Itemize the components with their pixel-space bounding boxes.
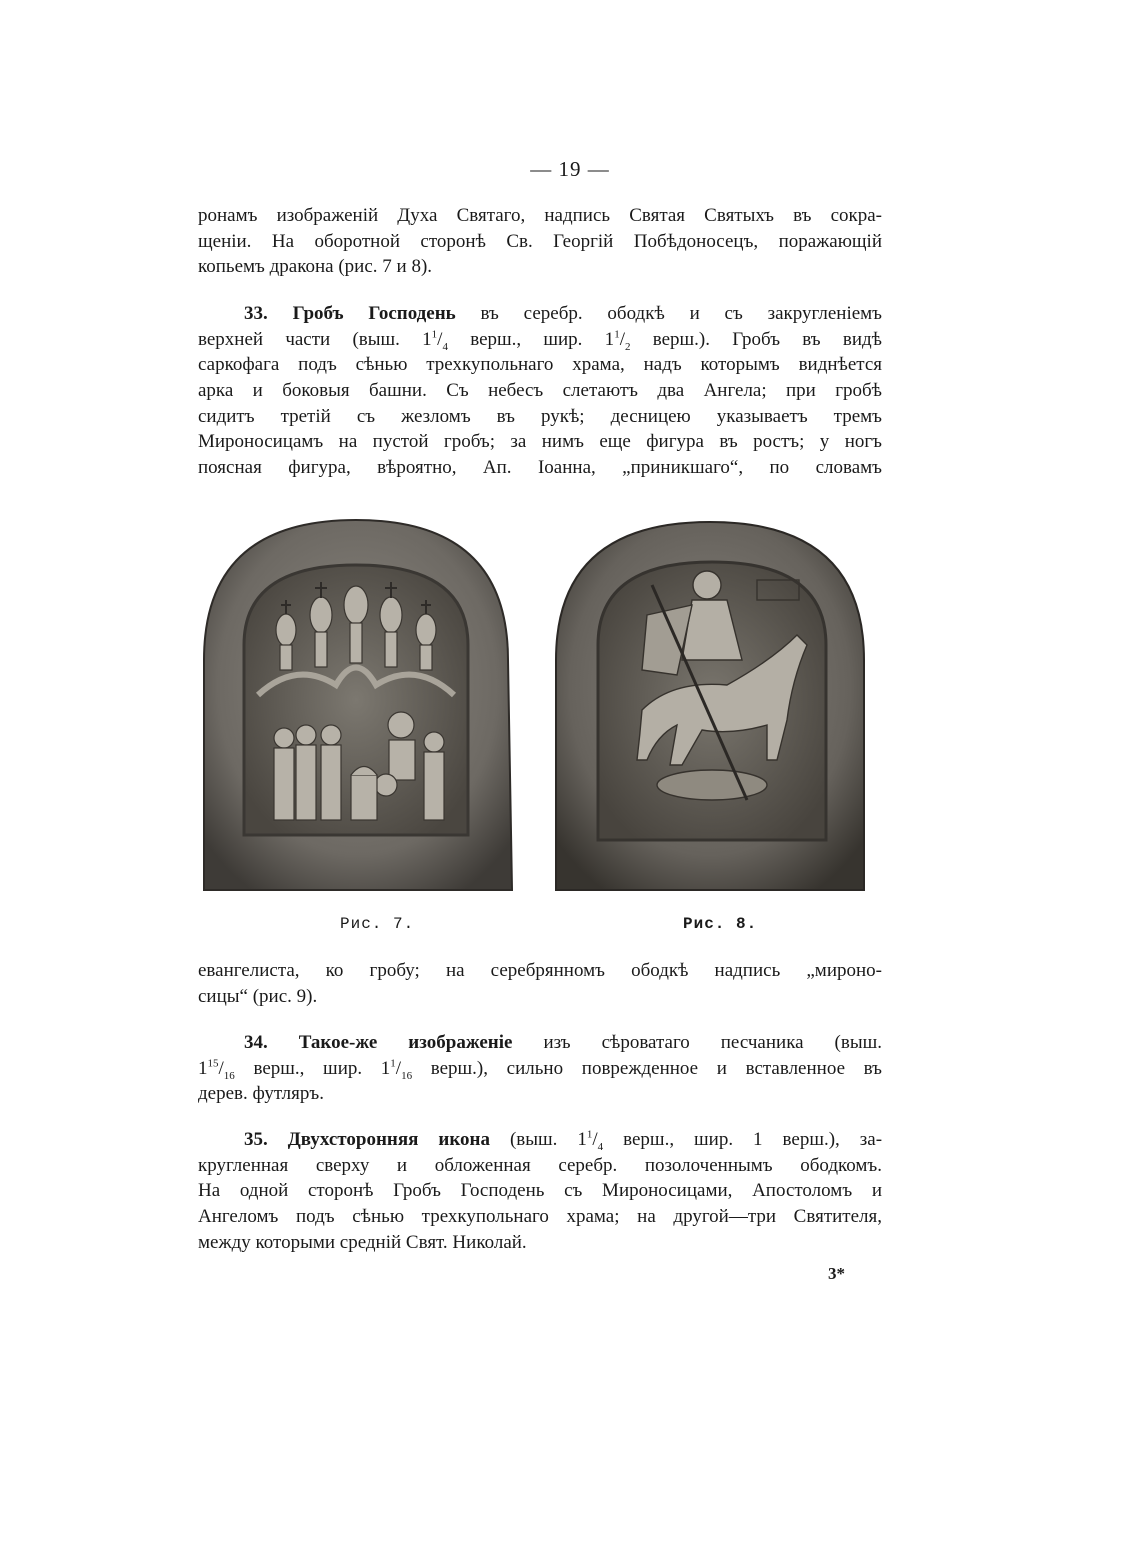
signature-mark: 3*	[828, 1264, 845, 1283]
entry-number: 35.	[244, 1129, 268, 1150]
page-number: — 19 —	[530, 157, 610, 181]
text-line: 35. Двухсторонняя икона (выш. $1^1/_4$ верш., шир. 1 верш.), за-	[244, 1128, 883, 1153]
fraction-denominator: 2	[624, 340, 631, 353]
text-line: Ангеломъ подъ сѣнью трехкупольнаго храма; на другой—три Святителя,	[198, 1206, 882, 1228]
entry-title: Такое-же изображенiе	[298, 1032, 513, 1053]
text-line: поясная фигура, вѣроятно, Ап. Iоанна, „приникшаго“, по словамъ	[198, 457, 882, 479]
fraction-denominator: 4	[597, 1140, 604, 1153]
text-line: копьемъ дракона (рис. 7 и 8).	[198, 256, 433, 278]
fraction-numerator: 1	[390, 1057, 396, 1070]
text-line: между которыми среднiй Свят. Николай.	[198, 1231, 527, 1253]
text-line: дерев. футляръ.	[198, 1083, 324, 1105]
text-line: $1^{15}/_{16}$ верш., шир. $1^1/_{16}$ верш.), сильно поврежденное и вставленное въ	[198, 1057, 882, 1082]
text-fragment: 1	[198, 1057, 208, 1079]
paragraph-continuation	[198, 203, 882, 280]
icon-relief-photo	[552, 510, 872, 895]
text-fragment: верш.). Гробъ въ видѣ	[630, 328, 882, 350]
text-fragment: верхней части (выш. 1	[198, 328, 432, 350]
entry-title: Двухсторонняя икона	[287, 1129, 490, 1150]
text-fragment: въ серебр. ободкѣ и съ закругленiемъ	[480, 303, 883, 324]
entry-title: Гробъ Господень	[292, 303, 456, 324]
entry-number: 33.	[244, 303, 268, 324]
figure-holy-sepulchre-icon	[196, 510, 516, 895]
icon-relief-photo	[196, 510, 516, 895]
text-fragment: верш.), сильно поврежденное и вставленное въ	[412, 1057, 882, 1079]
fraction-numerator: 1	[431, 328, 438, 341]
figure-8-caption: Рис. 8.	[683, 915, 758, 933]
text-line: ронамъ изображенiй Духа Святаго, надпись Святая Святыхъ въ сокра-	[198, 205, 882, 226]
text-line: сицы“ (рис. 9).	[198, 985, 318, 1007]
fraction-denominator: 4	[442, 340, 448, 353]
text-fragment: (выш. 1	[509, 1129, 587, 1150]
text-fragment: верш., шир. 1 верш.), за-	[603, 1129, 883, 1150]
entry-33	[198, 301, 882, 481]
text-line: арка и боковыя башни. Съ небесъ слетаютъ два Ангела; при гробѣ	[198, 380, 882, 402]
fraction-numerator: 15	[207, 1057, 219, 1070]
fraction-denominator: 16	[401, 1069, 413, 1082]
entry-35	[198, 1127, 882, 1255]
text-fragment: верш., шир. 1	[234, 1057, 391, 1079]
text-fragment: верш., шир. 1	[447, 328, 615, 350]
text-line: щенiи. На оборотной сторонѣ Св. Георгiй Побѣдоносецъ, поражающiй	[198, 230, 882, 252]
entry-number: 34.	[244, 1032, 268, 1053]
text-line: На одной сторонѣ Гробъ Господень съ Мироносицами, Апостоломъ и	[198, 1180, 882, 1202]
figure-st-george-icon	[552, 510, 872, 895]
fraction-numerator: 1	[614, 328, 620, 341]
text-line	[198, 1030, 882, 1056]
figure-7-caption: Рис. 7.	[340, 915, 415, 933]
fraction-denominator: 16	[223, 1069, 235, 1082]
text-line: сидитъ третiй съ жезломъ въ рукѣ; десницею указываетъ тремъ	[198, 405, 882, 427]
text-line: евангелиста, ко гробу; на серебрянномъ ободкѣ надпись „мироно-	[198, 960, 882, 981]
text-fragment: изъ сѣроватаго песчаника (выш.	[543, 1032, 882, 1053]
text-line: саркофага подъ сѣнью трехкупольнаго храма, надъ которымъ виднѣется	[198, 354, 882, 376]
paragraph-continuation	[198, 958, 882, 1009]
text-line: кругленная сверху и обложенная серебр. позолоченнымъ ободкомъ.	[198, 1154, 882, 1176]
text-line	[198, 301, 882, 327]
text-line: верхней части (выш. $1^1/_4$ верш., шир. $1^1/_2$ верш.). Гробъ въ видѣ	[198, 328, 882, 353]
entry-34	[198, 1030, 882, 1107]
text-line: Мироносицамъ на пустой гробъ; за нимъ еще фигура въ ростъ; у ногъ	[198, 431, 882, 453]
fraction-numerator: 1	[586, 1128, 593, 1141]
